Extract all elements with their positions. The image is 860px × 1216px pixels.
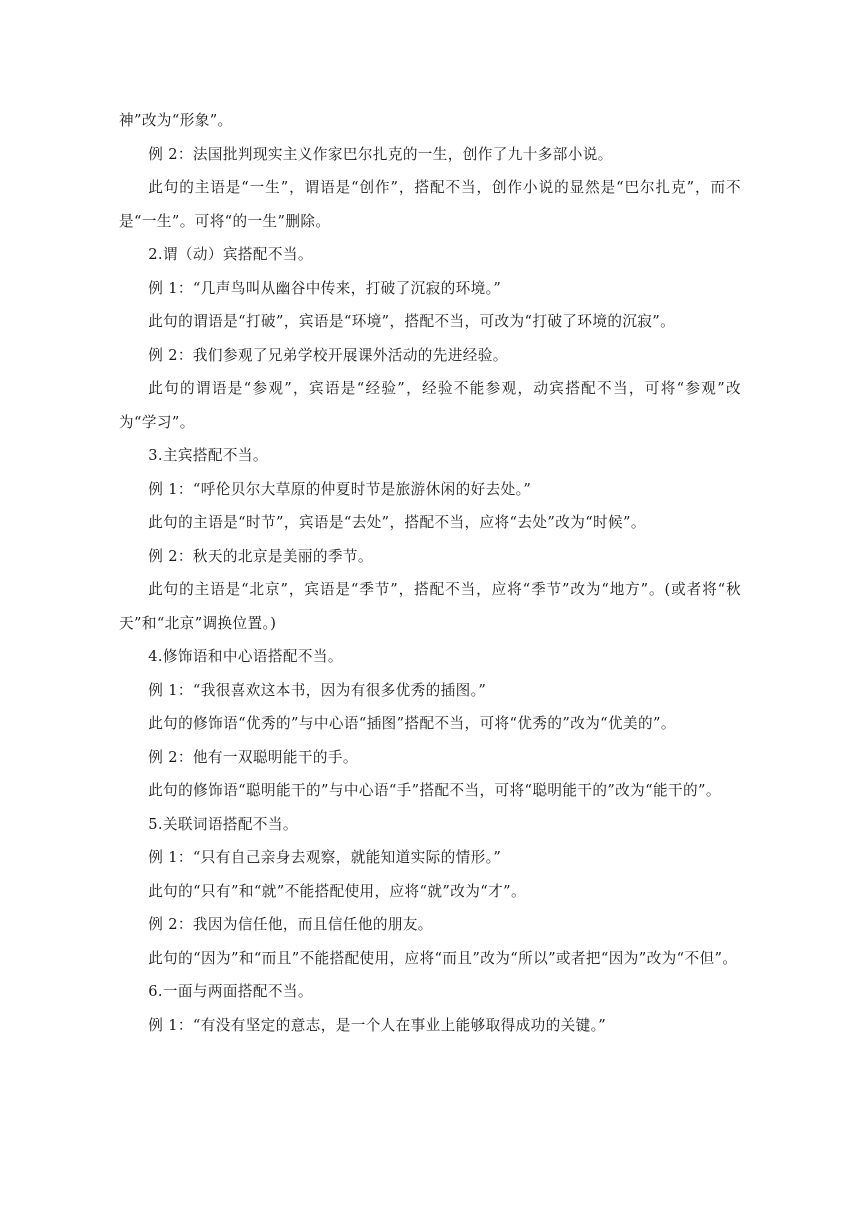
explanation-paragraph: 此句的“只有”和“就”不能搭配使用，应将“就”改为“才”。 bbox=[148, 882, 526, 900]
explanation-paragraph: 此句的主语是“一生”，谓语是“创作”，搭配不当，创作小说的显然是“巴尔扎克”，而不是“一生”。可将“的一生”删除。 bbox=[119, 179, 741, 230]
example-sentence: 例 1：“有没有坚定的意志，是一个人在事业上能够取得成功的关键。” bbox=[148, 1016, 607, 1034]
explanation-paragraph: 此句的主语是“时节”，宾语是“去处”，搭配不当，应将“去处”改为“时候”。 bbox=[148, 514, 646, 531]
example-sentence: 例 2：他有一双聪明能干的手。 bbox=[148, 748, 358, 766]
section-heading: 5.关联词语搭配不当。 bbox=[148, 815, 298, 833]
example-sentence: 例 2：秋天的北京是美丽的季节。 bbox=[148, 547, 373, 565]
example-sentence: 例 1：“呼伦贝尔大草原的仲夏时节是旅游休闲的好去处。” bbox=[148, 480, 532, 498]
explanation-paragraph: 此句的谓语是“打破”，宾语是“环境”，搭配不当，可改为“打破了环境的沉寂”。 bbox=[148, 313, 676, 330]
example-sentence: 例 2：我因为信任他，而且信任他的朋友。 bbox=[148, 916, 433, 933]
example-sentence: 例 2：法国批判现实主义作家巴尔扎克的一生，创作了九十多部小说。 bbox=[148, 145, 613, 163]
example-sentence: 例 2：我们参观了兄弟学校开展课外活动的先进经验。 bbox=[148, 346, 508, 364]
section-heading: 4.修饰语和中心语搭配不当。 bbox=[148, 648, 343, 665]
explanation-paragraph: 此句的谓语是“参观”，宾语是“经验”，经验不能参观，动宾搭配不当，可将“参观”改为“学习”。 bbox=[119, 380, 741, 431]
example-sentence: 例 1：“只有自己亲身去观察，就能知道实际的情形。” bbox=[148, 849, 502, 866]
explanation-paragraph: 此句的“因为”和“而且”不能搭配使用，应将“而且”改为“所以”或者把“因为”改为“不但”。 bbox=[148, 949, 738, 967]
example-sentence: 例 1：“几声鸟叫从幽谷中传来，打破了沉寂的环境。” bbox=[148, 279, 502, 297]
explanation-paragraph: 此句的修饰语“优秀的”与中心语“插图”搭配不当，可将“优秀的”改为“优美的”。 bbox=[148, 715, 676, 732]
explanation-paragraph: 此句的主语是“北京”，宾语是“季节”，搭配不当，应将“季节”改为“地方”。(或者将“秋天”和“北京”调换位置。) bbox=[119, 581, 741, 632]
explanation-paragraph: 此句的修饰语“聪明能干的”与中心语“手”搭配不当，可将“聪明能干的”改为“能干的”。 bbox=[148, 782, 721, 799]
example-sentence: 例 1：“我很喜欢这本书，因为有很多优秀的插图。” bbox=[148, 681, 487, 699]
section-heading: 2.谓（动）宾搭配不当。 bbox=[148, 246, 313, 263]
section-heading: 3.主宾搭配不当。 bbox=[148, 447, 268, 464]
document-body bbox=[119, 104, 741, 1042]
paragraph-continued: 神”改为“形象”。 bbox=[119, 112, 233, 129]
section-heading: 6.一面与两面搭配不当。 bbox=[148, 983, 313, 1000]
